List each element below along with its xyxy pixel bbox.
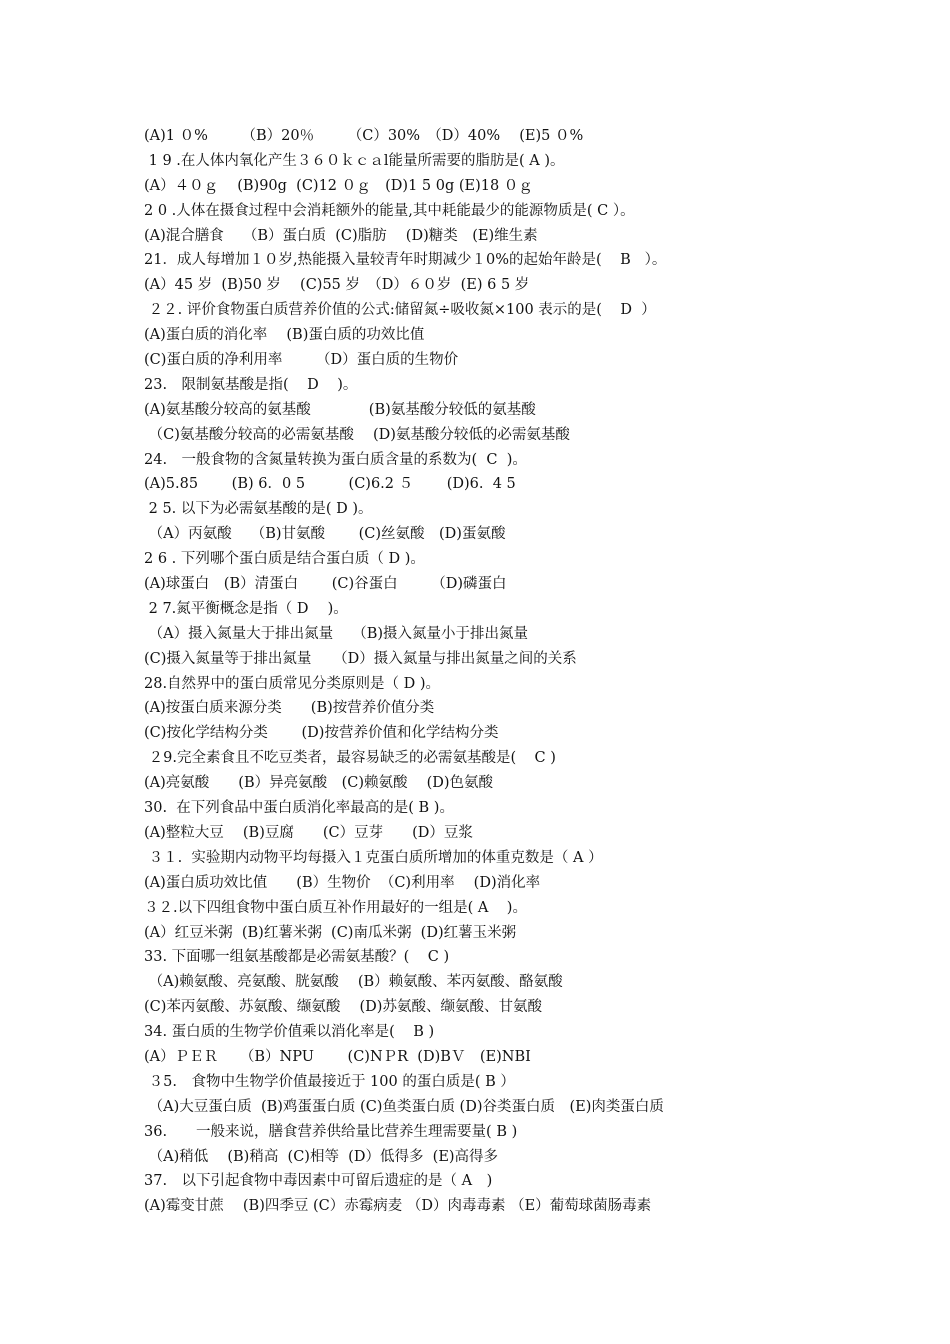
text-line: 36. 一般来说，膳食营养供给量比营养生理需要量( B )	[144, 1123, 518, 1140]
text-line: (A)蛋白质的消化率 (B)蛋白质的功效比值	[144, 327, 425, 344]
text-line: （A）摄入氮量大于排出氮量 （B)摄入氮量小于排出氮量	[144, 625, 528, 642]
text-line: (A）45 岁 (B)50 岁 (C)55 岁 （D）６０岁 (E) 6 5 岁	[144, 277, 530, 294]
text-line: ２２. 评价食物蛋白质营养价值的公式:储留氮÷吸收氮×100 表示的是( D ）	[144, 302, 656, 319]
text-line: ３5. 食物中生物学价值最接近于 100 的蛋白质是( B ）	[144, 1073, 515, 1090]
text-line: (A）ＰＥＲ （B）NPU (C)NＰR (D)BＶ (E)NBI	[144, 1048, 531, 1065]
text-line: 21．成人每增加１０岁,热能摄入量较青年时期减少１0%的起始年龄是( B ）。	[144, 252, 667, 269]
text-line: 2 7.氮平衡概念是指（ D )。	[144, 600, 348, 617]
text-line: ３２.以下四组食物中蛋白质互补作用最好的一组是( A )。	[144, 899, 527, 916]
text-line: 24. 一般食物的含氮量转换为蛋白质含量的系数为( C )。	[144, 451, 527, 468]
text-line: (A)蛋白质功效比值 (B）生物价 （C)利用率 (D)消化率	[144, 874, 541, 891]
text-line: (A)球蛋白 (B）清蛋白 (C)谷蛋白 （D)磷蛋白	[144, 576, 507, 593]
text-line: 30. 在下列食品中蛋白质消化率最高的是( B )。	[144, 800, 454, 817]
text-line: (A）４０ｇ (B)90g (C)12 ０ｇ (D)1 5 0g (E)18 ０ｇ	[144, 177, 533, 194]
text-line: (A）红豆米粥 (B)红薯米粥 (C)南瓜米粥 (D)红薯玉米粥	[144, 924, 517, 941]
text-line: ３１. 实验期内动物平均每摄入１克蛋白质所增加的体重克数是（ A ）	[144, 849, 603, 866]
text-line: 23. 限制氨基酸是指( D )。	[144, 376, 358, 393]
text-line: (C)苯丙氨酸、苏氨酸、缬氨酸 (D)苏氨酸、缬氨酸、甘氨酸	[144, 999, 542, 1016]
text-line: 28.自然界中的蛋白质常见分类原则是（ D )。	[144, 675, 441, 692]
text-line: (A)霉变甘蔗 (B)四季豆 (C）赤霉病麦 （D）肉毒毒素 （E）葡萄球菌肠毒素	[144, 1198, 652, 1215]
text-line: (A)亮氨酸 (B）异亮氨酸 (C)赖氨酸 (D)色氨酸	[144, 775, 494, 792]
text-line: (A)氨基酸分较高的氨基酸 (B)氨基酸分较低的氨基酸	[144, 401, 536, 418]
text-line: (A)整粒大豆 (B)豆腐 (C）豆芽 (D）豆浆	[144, 824, 473, 841]
text-line: (A)混合膳食 （B）蛋白质 (C)脂肪 (D)糖类 (E)维生素	[144, 227, 538, 244]
text-line: (A)5.85 (B) 6．0 5 (C)6.2 ５ (D)6. 4 5	[144, 476, 516, 493]
text-line: (A)按蛋白质来源分类 (B)按营养价值分类	[144, 700, 435, 717]
text-line: （A）丙氨酸 （B)甘氨酸 (C)丝氨酸 (D)蛋氨酸	[144, 526, 506, 543]
text-line: （C)氨基酸分较高的必需氨基酸 (D)氨基酸分较低的必需氨基酸	[144, 426, 570, 443]
text-line: （A)稍低 (B)稍高 (C)相等 (D）低得多 (E)高得多	[144, 1148, 499, 1165]
text-line: (C)摄入氮量等于排出氮量 （D）摄入氮量与排出氮量之间的关系	[144, 650, 577, 667]
text-line: （A)赖氨酸、亮氨酸、胱氨酸 (B）赖氨酸、苯丙氨酸、酪氨酸	[144, 974, 563, 991]
text-line: 2 5. 以下为必需氨基酸的是( D )。	[144, 501, 373, 518]
text-line: (C)蛋白质的净利用率 （D）蛋白质的生物价	[144, 352, 459, 369]
text-line: (A)1 ０% （B）20％ （C）30% （D）40% (E)5 ０%	[144, 128, 584, 144]
text-line: 33. 下面哪一组氨基酸都是必需氨基酸？( C )	[144, 949, 450, 966]
text-line: (C)按化学结构分类 (D)按营养价值和化学结构分类	[144, 725, 499, 742]
text-line: 1 9 .在人体内氧化产生３６０ｋｃａl能量所需要的脂肪是( A )。	[144, 152, 565, 169]
document-body	[144, 124, 844, 1219]
text-line: 34. 蛋白质的生物学价值乘以消化率是( B )	[144, 1024, 435, 1041]
text-line: 37. 以下引起食物中毒因素中可留后遗症的是（ A )	[144, 1173, 493, 1190]
text-line: 2 0 .人体在摄食过程中会消耗额外的能量,其中耗能最少的能源物质是( C ）。	[144, 202, 635, 219]
text-line: （A)大豆蛋白质 (B)鸡蛋蛋白质 (C)鱼类蛋白质 (D)谷类蛋白质 (E)肉类蛋白质	[144, 1098, 664, 1115]
text-line: ２9.完全素食且不吃豆类者，最容易缺乏的必需氨基酸是( C )	[144, 750, 556, 767]
text-line: 2 6 . 下列哪个蛋白质是结合蛋白质（ D )。	[144, 551, 425, 568]
